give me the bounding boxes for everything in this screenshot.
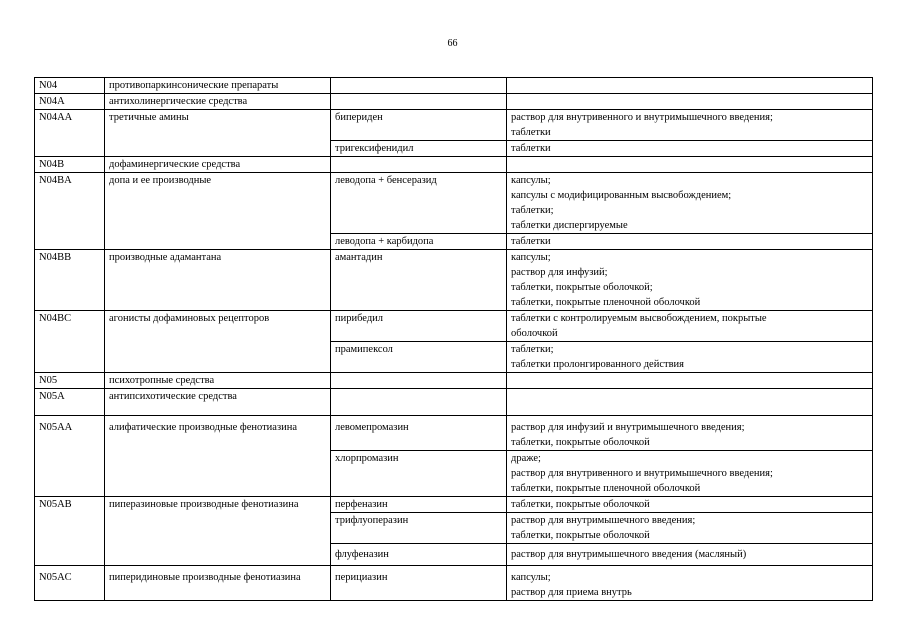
- dosage-form-cell: [507, 94, 873, 110]
- dosage-form-line: таблетки, покрытые оболочкой: [511, 437, 650, 448]
- drug-name-cell: левомепромазин: [331, 416, 507, 451]
- table-row: [35, 311, 873, 342]
- atc-code-cell: N05A: [35, 389, 105, 416]
- table-row: [35, 566, 873, 601]
- dosage-form-line: раствор для внутримышечного введения;: [511, 515, 696, 526]
- drug-name-cell: бипериден: [331, 110, 507, 141]
- dosage-form-cell: [507, 497, 873, 513]
- dosage-form-line: капсулы с модифицированным высвобождением;: [511, 190, 732, 201]
- dosage-form-line: раствор для инфузий и внутримышечного введения;: [511, 422, 745, 433]
- drug-table: [34, 77, 873, 601]
- table-row: [35, 157, 873, 173]
- dosage-form-cell: [507, 110, 873, 141]
- group-name-cell: противопаркинсонические препараты: [105, 78, 331, 94]
- dosage-form-line: таблетки пролонгированного действия: [511, 359, 684, 370]
- dosage-form-line: раствор для внутривенного и внутримышечного введения;: [511, 468, 773, 479]
- atc-code-cell: N04AA: [35, 110, 105, 157]
- dosage-form-cell: [507, 389, 873, 416]
- drug-name-cell: [331, 389, 507, 416]
- dosage-form-cell: [507, 544, 873, 566]
- dosage-form-line: драже;: [511, 453, 541, 464]
- drug-table-body: [35, 78, 873, 601]
- dosage-form-line: таблетки, покрытые пленочной оболочкой: [511, 483, 701, 494]
- dosage-form-line: таблетки, покрытые оболочкой;: [511, 282, 653, 293]
- drug-name-cell: хлорпромазин: [331, 451, 507, 497]
- table-row: [35, 78, 873, 94]
- atc-code-cell: N05AA: [35, 416, 105, 497]
- group-name-cell: психотропные средства: [105, 373, 331, 389]
- table-row: [35, 497, 873, 513]
- table-row: [35, 173, 873, 234]
- drug-name-cell: перфеназин: [331, 497, 507, 513]
- dosage-form-line: таблетки диспергируемые: [511, 220, 628, 231]
- group-name-cell: антипсихотические средства: [105, 389, 331, 416]
- dosage-form-cell: [507, 157, 873, 173]
- drug-name-cell: леводопа + бенсеразид: [331, 173, 507, 234]
- dosage-form-line: таблетки с контролируемым высвобождением, покрытые: [511, 313, 767, 324]
- dosage-form-line: таблетки: [511, 127, 551, 138]
- group-name-cell: пиперидиновые производные фенотиазина: [105, 566, 331, 601]
- group-name-cell: антихолинергические средства: [105, 94, 331, 110]
- dosage-form-line: оболочкой: [511, 328, 558, 339]
- dosage-form-line: таблетки, покрытые пленочной оболочкой: [511, 297, 701, 308]
- dosage-form-cell: [507, 234, 873, 250]
- atc-code-cell: N04A: [35, 94, 105, 110]
- dosage-form-line: капсулы;: [511, 175, 551, 186]
- dosage-form-line: раствор для инфузий;: [511, 267, 608, 278]
- drug-name-cell: прамипексол: [331, 342, 507, 373]
- dosage-form-line: таблетки: [511, 143, 551, 154]
- atc-code-cell: N04: [35, 78, 105, 94]
- table-row: [35, 94, 873, 110]
- dosage-form-cell: [507, 342, 873, 373]
- table-row: [35, 416, 873, 451]
- atc-code-cell: N05: [35, 373, 105, 389]
- table-row: [35, 110, 873, 141]
- atc-code-cell: N04B: [35, 157, 105, 173]
- dosage-form-line: раствор для внутримышечного введения (масляный): [511, 549, 747, 560]
- dosage-form-cell: [507, 311, 873, 342]
- atc-code-cell: N04BC: [35, 311, 105, 373]
- dosage-form-line: таблетки, покрытые оболочкой: [511, 499, 650, 510]
- dosage-form-line: раствор для внутривенного и внутримышечного введения;: [511, 112, 773, 123]
- table-row: [35, 389, 873, 416]
- dosage-form-line: таблетки;: [511, 344, 554, 355]
- dosage-form-cell: [507, 141, 873, 157]
- group-name-cell: алифатические производные фенотиазина: [105, 416, 331, 497]
- table-row: [35, 373, 873, 389]
- page-number: 66: [447, 38, 458, 49]
- drug-name-cell: трифлуоперазин: [331, 513, 507, 544]
- dosage-form-line: таблетки, покрытые оболочкой: [511, 530, 650, 541]
- table-row: [35, 250, 873, 311]
- atc-code-cell: N04BB: [35, 250, 105, 311]
- drug-name-cell: перициазин: [331, 566, 507, 601]
- drug-name-cell: [331, 78, 507, 94]
- atc-code-cell: N04BA: [35, 173, 105, 250]
- dosage-form-cell: [507, 173, 873, 234]
- dosage-form-line: раствор для приема внутрь: [511, 587, 632, 598]
- atc-code-cell: N05AB: [35, 497, 105, 566]
- group-name-cell: пиперазиновые производные фенотиазина: [105, 497, 331, 566]
- drug-name-cell: [331, 94, 507, 110]
- dosage-form-line: таблетки;: [511, 205, 554, 216]
- dosage-form-cell: [507, 250, 873, 311]
- drug-name-cell: [331, 157, 507, 173]
- drug-name-cell: амантадин: [331, 250, 507, 311]
- drug-name-cell: флуфеназин: [331, 544, 507, 566]
- drug-name-cell: тригексифенидил: [331, 141, 507, 157]
- group-name-cell: допа и ее производные: [105, 173, 331, 250]
- dosage-form-cell: [507, 566, 873, 601]
- dosage-form-line: таблетки: [511, 236, 551, 247]
- drug-name-cell: [331, 373, 507, 389]
- dosage-form-line: капсулы;: [511, 252, 551, 263]
- group-name-cell: дофаминергические средства: [105, 157, 331, 173]
- drug-name-cell: леводопа + карбидопа: [331, 234, 507, 250]
- dosage-form-cell: [507, 513, 873, 544]
- dosage-form-cell: [507, 78, 873, 94]
- group-name-cell: третичные амины: [105, 110, 331, 157]
- dosage-form-cell: [507, 451, 873, 497]
- group-name-cell: агонисты дофаминовых рецепторов: [105, 311, 331, 373]
- drug-name-cell: пирибедил: [331, 311, 507, 342]
- atc-code-cell: N05AC: [35, 566, 105, 601]
- dosage-form-cell: [507, 416, 873, 451]
- dosage-form-cell: [507, 373, 873, 389]
- dosage-form-line: капсулы;: [511, 572, 551, 583]
- group-name-cell: производные адамантана: [105, 250, 331, 311]
